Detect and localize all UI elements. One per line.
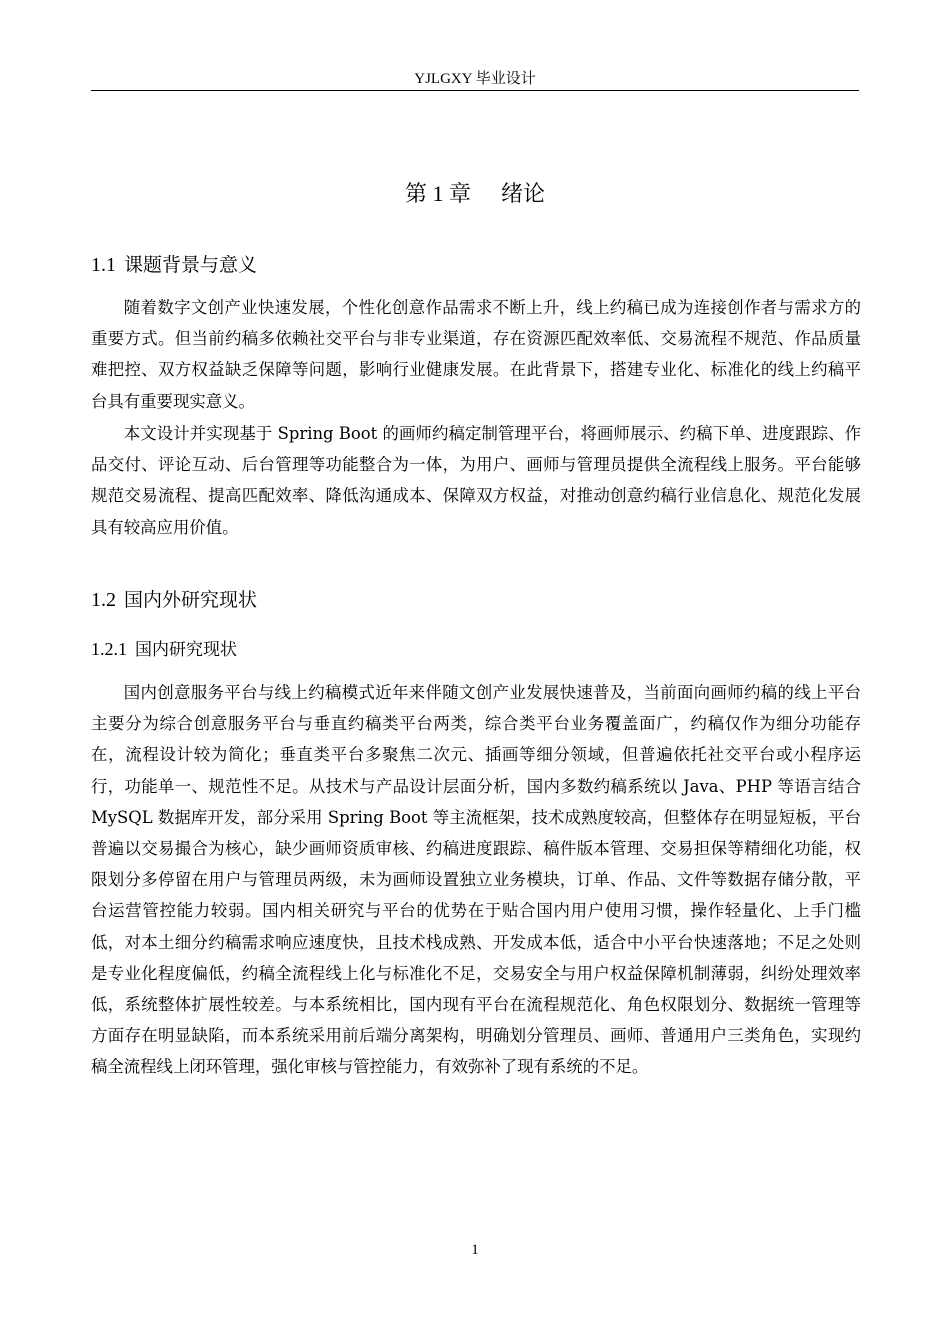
page-number: 1 bbox=[471, 1242, 479, 1258]
section-title: 国内外研究现状 bbox=[124, 589, 258, 611]
chapter-number: 第 1 章 bbox=[404, 181, 471, 206]
section-heading-1-1 bbox=[91, 252, 859, 278]
paragraph-background: 随着数字文创产业快速发展，个性化创意作品需求不断上升，线上约稿已成为连接创作者与需求方的重要方式。但当前约稿多依赖社交平台与非专业渠道，存在资源匹配效率低、交易流程不规范、作品质量难把控、双方权益缺乏保障等问题，影响行业健康发展。在此背景下，搭建专业化、标准化的线上约稿平台具有重要现实意义。 bbox=[91, 298, 861, 411]
header-rule bbox=[91, 90, 859, 91]
subsection-heading-1-2-1 bbox=[91, 637, 859, 662]
section-title: 课题背景与意义 bbox=[124, 254, 258, 276]
subsection-number: 1.2.1 bbox=[91, 639, 127, 659]
section-number: 1.2 bbox=[91, 589, 116, 611]
page-header: YJLGXY 毕业设计 bbox=[414, 71, 536, 87]
subsection-title: 国内研究现状 bbox=[135, 640, 237, 660]
section-number: 1.1 bbox=[91, 254, 116, 276]
section-heading-1-2 bbox=[91, 587, 859, 613]
paragraph-domestic-research: 国内创意服务平台与线上约稿模式近年来伴随文创产业发展快速普及，当前面向画师约稿的线上平台主要分为综合创意服务平台与垂直约稿类平台两类，综合类平台业务覆盖面广，约稿仅作为细分功能存在，流程设计较为简化；垂直类平台多聚焦二次元、插画等细分领域，但普遍依托社交平台或小程序运行，功能单一、规范性不足。从技术与产品设计层面分析，国内多数约稿系统以 Java、PHP 等语言结合 MySQL 数据库开发，部分采用 Spring Boot 等主流框架，技术成熟度较高，但整体存在明显短板，平台普遍以交易撮合为核心，缺少画师资质审核、约稿进度跟踪、稿件版本管理、交易担保等精细化功能，权限划分多停留在用户与管理员两级，未为画师设置独立业务模块，订单、作品、文件等数据存储分散，平台运营管控能力较弱。国内相关研究与平台的优势在于贴合国内用户使用习惯，操作轻量化、上手门槛低，对本土细分约稿需求响应速度快，且技术栈成熟、开发成本低，适合中小平台快速落地；不足之处则是专业化程度偏低，约稿全流程线上化与标准化不足，交易安全与用户权益保障机制薄弱，纠纷处理效率低，系统整体扩展性较差。与本系统相比，国内现有平台在流程规范化、角色权限划分、数据统一管理等方面存在明显缺陷，而本系统采用前后端分离架构，明确划分管理员、画师、普通用户三类角色，实现约稿全流程线上闭环管理，强化审核与管控能力，有效弥补了现有系统的不足。 bbox=[91, 683, 861, 1077]
chapter-title bbox=[91, 178, 859, 211]
chapter-name: 绪论 bbox=[501, 182, 546, 207]
paragraph-significance: 本文设计并实现基于 Spring Boot 的画师约稿定制管理平台，将画师展示、约稿下单、进度跟踪、作品交付、评论互动、后台管理等功能整合为一体，为用户、画师与管理员提供全流程线上服务。平台能够规范交易流程、提高匹配效率、降低沟通成本、保障双方权益，对推动创意约稿行业信息化、规范化发展具有较高应用价值。 bbox=[91, 424, 861, 537]
